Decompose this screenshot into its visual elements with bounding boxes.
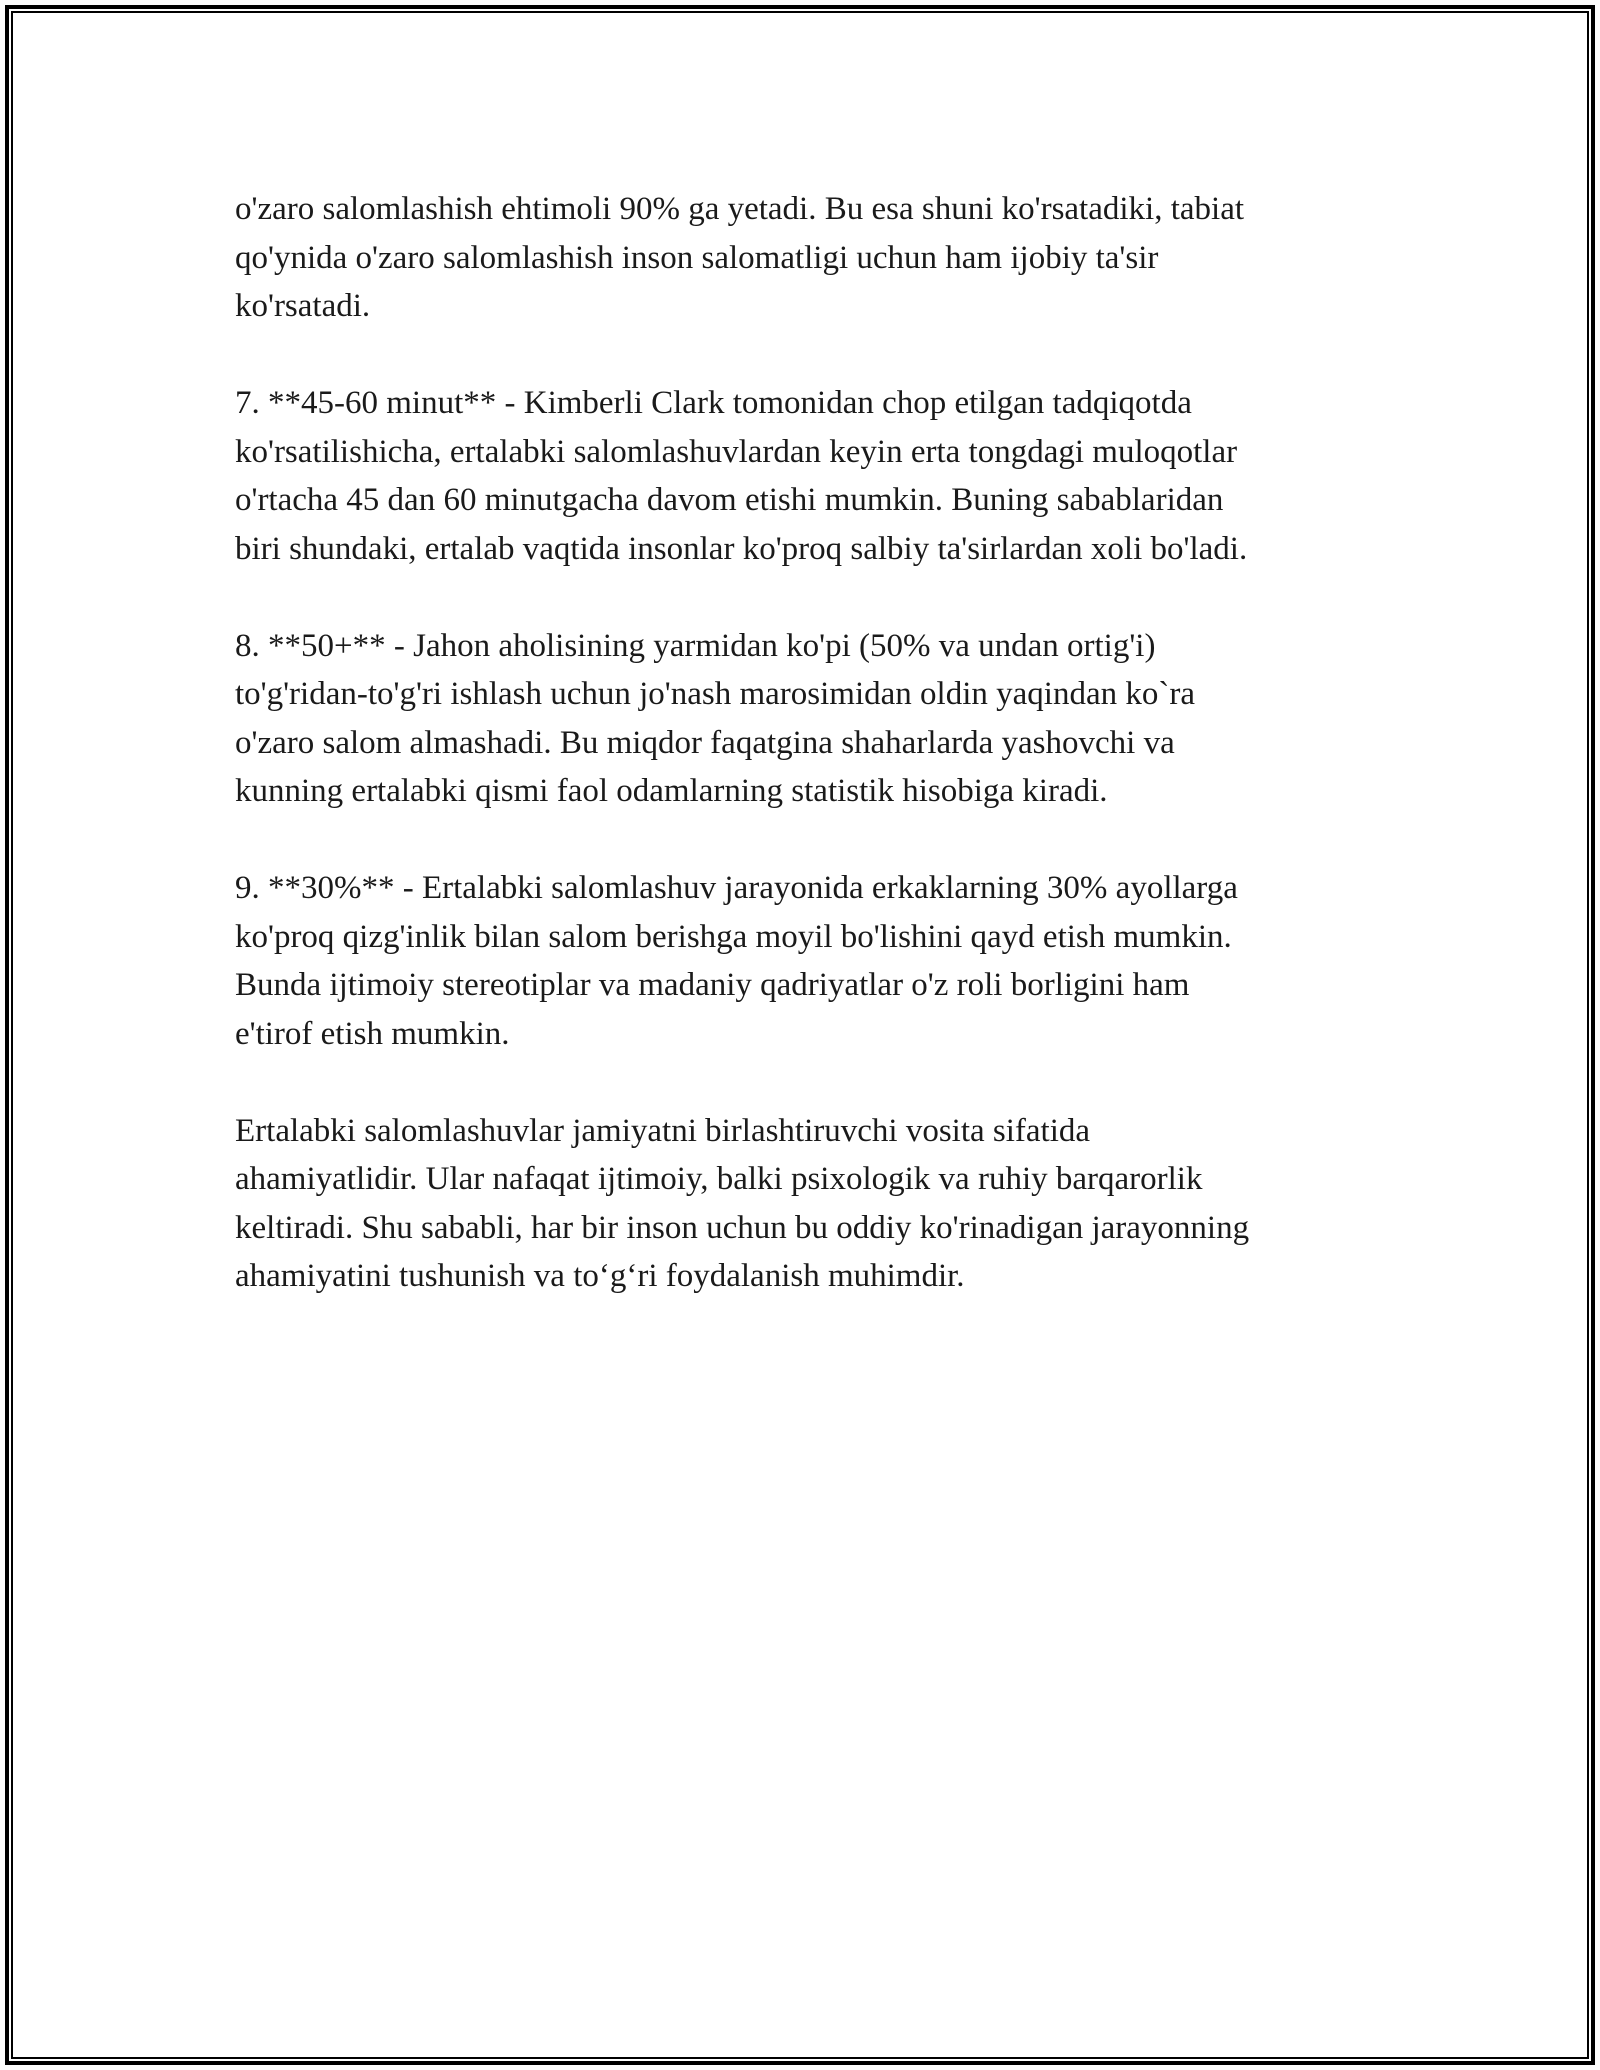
paragraph-intro-continuation: o'zaro salomlashish ehtimoli 90% ga yetadi. Bu esa shuni ko'rsatadiki, tabiat qo'ynida o'zaro salomlashish inson salomatligi uchun ham ijobiy ta'sir ko'rsatadi. bbox=[235, 191, 1245, 324]
paragraph-item-8: 8. **50+** - Jahon aholisining yarmidan ko'pi (50% va undan ortig'i) to'g'ridan-to'g'ri ishlash uchun jo'nash marosimidan oldin yaqindan ko`ra o'zaro salom almashadi. Bu miqdor faqatgina shaharlarda yashovchi va kunning ertalabki qismi faol odamlarning statistik hisobiga kiradi. bbox=[235, 627, 1195, 809]
paragraph-conclusion: Ertalabki salomlashuvlar jamiyatni birlashtiruvchi vosita sifatida ahamiyatlidir. Ular nafaqat ijtimoiy, balki psixologik va ruhiy barqarorlik keltiradi. Shu sababli, har bir inson uchun bu oddiy ko'rinadigan jarayonning ahamiyatini tushunish va to‘g‘ri foydalanish muhimdir. bbox=[235, 1112, 1250, 1294]
paragraph-item-7: 7. **45-60 minut** - Kimberli Clark tomonidan chop etilgan tadqiqotda ko'rsatilishicha, ertalabki salomlashuvlardan keyin erta tongdagi muloqotlar o'rtacha 45 dan 60 minutgacha davom etishi mumkin. Buning sabablaridan biri shundaki, ertalab vaqtida insonlar ko'proq salbiy ta'sirlardan xoli bo'ladi. bbox=[235, 385, 1248, 567]
document-body bbox=[235, 185, 1385, 1349]
paragraph-item-9: 9. **30%** - Ertalabki salomlashuv jarayonida erkaklarning 30% ayollarga ko'proq qizg'inlik bilan salom berishga moyil bo'lishini qayd etish mumkin. Bunda ijtimoiy stereotiplar va madaniy qadriyatlar o'z roli borligini ham e'tirof etish mumkin. bbox=[235, 870, 1238, 1052]
